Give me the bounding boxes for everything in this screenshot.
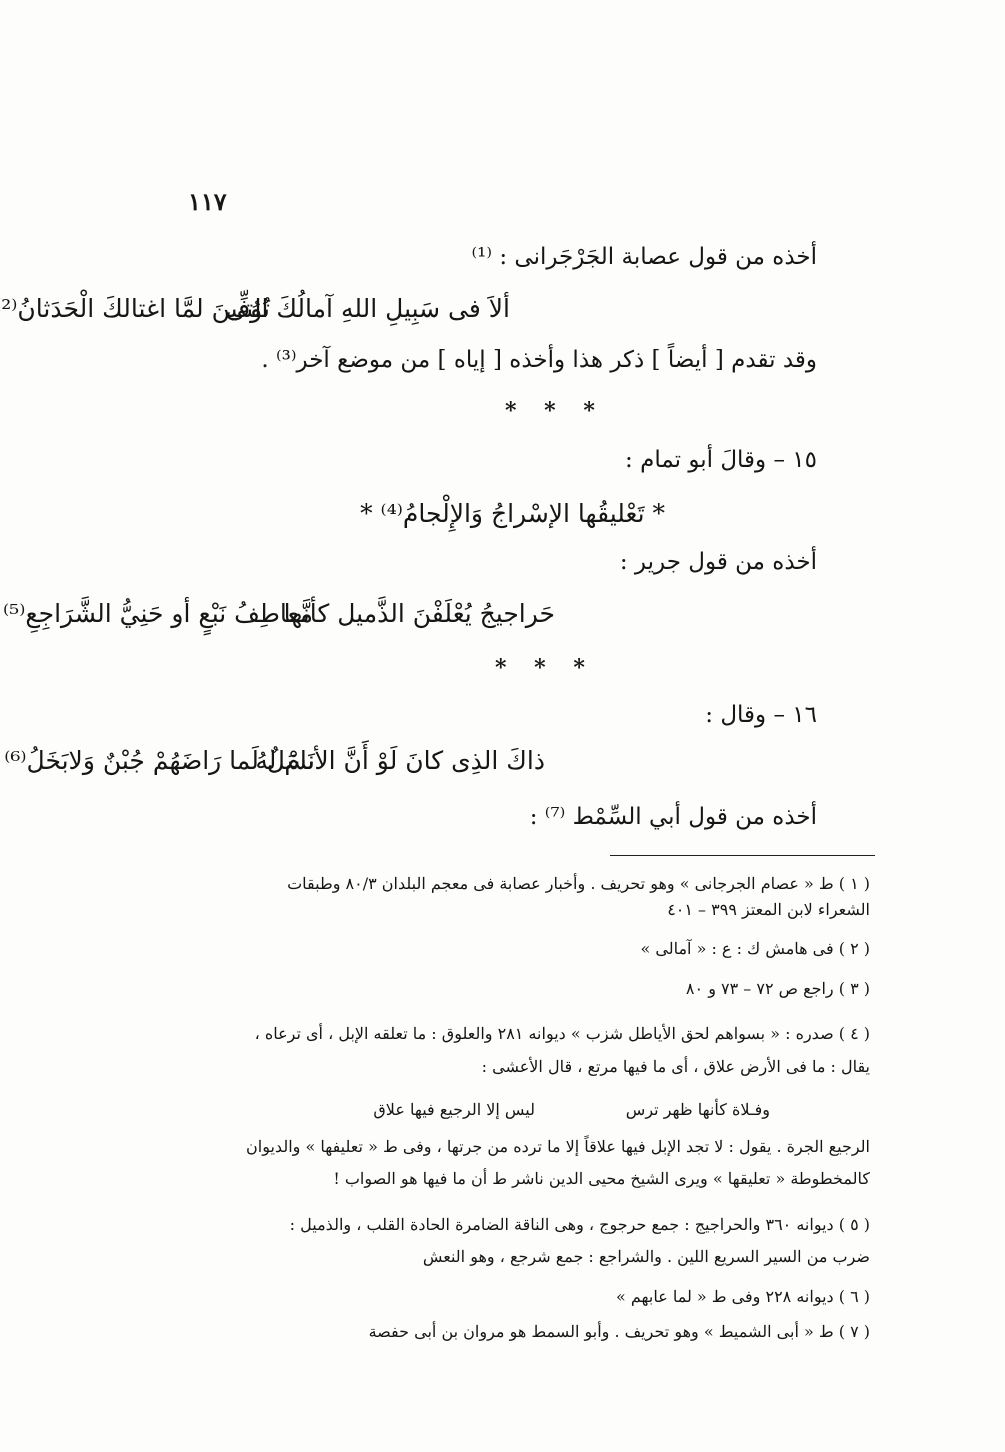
footnote-5-line-2: ضرب من السير السريع اللين . والشراجع : جمع شرجع ، وهو النعش	[422, 1247, 870, 1266]
footnote-4-line-2: يقال : ما فى الأرض علاق ، أى ما فيها مرتع ، قال الأعشى :	[481, 1057, 870, 1076]
verse-3-first-hemistich: حَراجيجُ يُعْلَفْنَ الذَّميل كأنَّها	[283, 599, 555, 628]
verse-3-second-hemistich: معاطِفُ نَبْعٍ أو حَنِيُّ الشَّرَاجِعِ⁽⁵⁾	[3, 599, 313, 628]
text-line-source-3: أخذه من قول أبي السِّمْط ⁽⁷⁾ :	[529, 804, 817, 830]
footnote-4-line-1: ( ٤ ) صدره : « بسواهم لحق الأياطل شزب » ديوانه ٢٨١ والعلوق : ما تعلقه الإبل ، أى ترعاه ،	[254, 1024, 870, 1043]
section-heading-15: ١٥ – وقالَ أبو تمام :	[625, 447, 817, 473]
footnote-7: ( ٧ ) ط « أبى الشميط » وهو تحريف . وأبو السمط هو مروان بن أبى حفصة	[368, 1322, 870, 1341]
footnote-3: ( ٣ ) راجع ص ٧٢ – ٧٣ و ٨٠	[685, 979, 870, 998]
verse-4-first-hemistich: ذاكَ الذِى كانَ لَوْ أَنَّ الأنامَ لهُ	[255, 746, 545, 775]
section-separator-2: * * *	[495, 655, 595, 681]
footnote-4-line-4: كالمخطوطة « تعليقها » ويرى الشيخ محيى الدين ناشر ط أن ما فيها هو الصواب !	[333, 1169, 870, 1188]
footnote-5-line-1: ( ٥ ) ديوانه ٣٦٠ والحراجيج : جمع حرجوج ، وهى الناقة الضامرة الحادة القلب ، والذميل :	[289, 1215, 870, 1234]
verse-4-second-hemistich: نَسْلٌ لَما رَاضَهُمْ جُبْنٌ وَلابَخَلُ⁽⁶⁾	[4, 746, 315, 775]
footnote-divider	[610, 855, 875, 856]
verse-1-first-hemistich: ألاَ فى سَبِيلِ اللهِ آمالُكَ التى	[225, 294, 510, 323]
text-line-source-1: أخذه من قول عصابة الجَرْجَرانى : ⁽¹⁾	[471, 244, 817, 270]
footnote-2: ( ٢ ) فى هامش ك : ع : « آمالى »	[640, 939, 870, 958]
page-number: ١١٧	[188, 187, 227, 216]
section-separator-1: * * *	[505, 398, 605, 424]
verse-1-second-hemistich: تُوُفِّينَ لمَّا اغتالكَ الْحَدَثانُ⁽²	[1, 294, 270, 323]
footnote-4-line-3: الرجيع الجرة . يقول : لا تجد الإبل فيها علاقاً إلا ما ترده من جرتها ، وفى ط « تعليفها » والديوان	[246, 1137, 870, 1156]
footnote-4-verse-second-hemistich: ليس إلا الرجيع فيها علاق	[373, 1100, 535, 1119]
footnote-6: ( ٦ ) ديوانه ٢٢٨ وفى ط « لما عابهم »	[615, 1287, 870, 1306]
section-heading-16: ١٦ – وقال :	[705, 702, 817, 728]
footnote-1-line-1: ( ١ ) ط « عصام الجرجانى » وهو تحريف . وأخبار عصابة فى معجم البلدان ٨٠/٣ وطبقات	[287, 874, 870, 893]
footnote-4-verse-first-hemistich: وفـلاة كأنها ظهر ترس	[625, 1100, 770, 1119]
text-line-source-2: أخذه من قول جرير :	[619, 549, 817, 575]
verse-2: * تَعْليقُها الإسْراجُ وَالإِلْجامُ⁽⁴⁾ *	[360, 499, 665, 528]
footnote-1-line-2: الشعراء لابن المعتز ٣٩٩ – ٤٠١	[667, 900, 870, 919]
text-line-note: وقد تقدم [ أيضاً ] ذكر هذا وأخذه [ إياه ] من موضع آخر⁽³⁾ .	[261, 347, 817, 373]
